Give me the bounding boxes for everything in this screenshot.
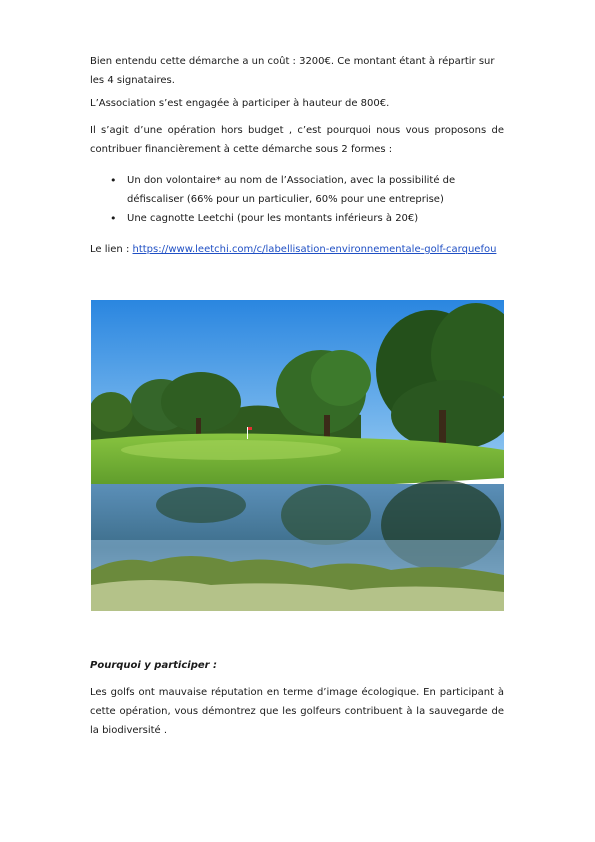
golf-course-photo [91, 300, 504, 611]
contribution-list [110, 171, 510, 228]
paragraph-off-budget: Il s’agit d’une opération hors budget , c’est pourquoi nous vous proposons de contribuer financièrement à cette démarche sous 2 formes : [90, 125, 504, 155]
leetchi-link[interactable]: https://www.leetchi.com/c/labellisation-environnementale-golf-carquefou [132, 244, 497, 255]
section-body: Les golfs ont mauvaise réputation en terme d’image écologique. En participant à cette opération, vous démontrez que les golfeurs contribuent à la sauvegarde de la biodiversité . [90, 687, 504, 736]
section-heading: Pourquoi y participer : [90, 660, 218, 671]
golf-course-illustration [91, 300, 504, 611]
list-item: • Un don volontaire* au nom de l’Association, avec la possibilité de défiscaliser (66% pour un particulier, 60% pour une entreprise) [110, 171, 510, 209]
list-item: • Une cagnotte Leetchi (pour les montants inférieurs à 20€) [110, 209, 510, 228]
link-paragraph [90, 240, 504, 259]
link-prefix: Le lien : [90, 244, 133, 255]
paragraph-commitment: L’Association s’est engagée à participer à hauteur de 800€. [90, 98, 390, 109]
paragraph-cost: Bien entendu cette démarche a un coût : 3200€. Ce montant étant à répartir sur les 4 signataires. [90, 56, 495, 86]
